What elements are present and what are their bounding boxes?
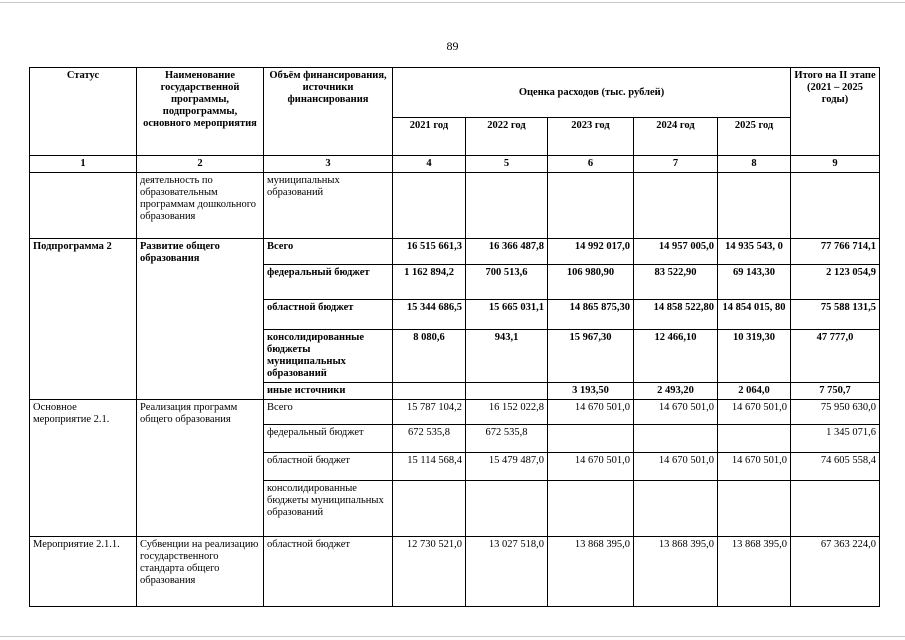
column-number: 7 <box>634 156 718 173</box>
value-cell: 15 479 487,0 <box>466 453 548 481</box>
total-cell: 2 123 054,9 <box>791 265 880 300</box>
status-cell: Мероприятие 2.1.1. <box>30 537 137 607</box>
name-cell: Развитие общего образования <box>137 239 264 400</box>
column-number: 5 <box>466 156 548 173</box>
value-cell: 16 515 661,3 <box>393 239 466 265</box>
column-number: 6 <box>548 156 634 173</box>
total-cell: 67 363 224,0 <box>791 537 880 607</box>
value-cell: 15 787 104,2 <box>393 400 466 425</box>
header-estimate: Оценка расходов (тыс. рублей) <box>393 68 791 118</box>
source-cell: областной бюджет <box>264 537 393 607</box>
total-cell: 77 766 714,1 <box>791 239 880 265</box>
column-number: 8 <box>718 156 791 173</box>
header-status: Статус <box>30 68 137 156</box>
value-cell: 14 992 017,0 <box>548 239 634 265</box>
header-year: 2023 год <box>548 118 634 156</box>
budget-table <box>29 67 880 607</box>
value-cell: 700 513,6 <box>466 265 548 300</box>
header-year: 2024 год <box>634 118 718 156</box>
value-cell: 69 143,30 <box>718 265 791 300</box>
status-cell: Основное мероприятие 2.1. <box>30 400 137 537</box>
total-cell: 74 605 558,4 <box>791 453 880 481</box>
source-cell: Всего <box>264 400 393 425</box>
header-name: Наименование государственной программы, подпрограммы, основного мероприятия <box>137 68 264 156</box>
value-cell: 12 730 521,0 <box>393 537 466 607</box>
source-cell: иные источники <box>264 383 393 400</box>
value-cell <box>718 481 791 537</box>
total-cell <box>791 481 880 537</box>
value-cell: 14 670 501,0 <box>634 400 718 425</box>
value-cell: 14 935 543, 0 <box>718 239 791 265</box>
total-cell: 7 750,7 <box>791 383 880 400</box>
value-cell <box>393 173 466 239</box>
value-cell: 672 535,8 <box>393 425 466 453</box>
value-cell: 14 865 875,30 <box>548 300 634 330</box>
value-cell <box>634 425 718 453</box>
total-cell: 47 777,0 <box>791 330 880 383</box>
value-cell <box>718 173 791 239</box>
source-cell: федеральный бюджет <box>264 265 393 300</box>
value-cell: 15 114 568,4 <box>393 453 466 481</box>
value-cell: 16 366 487,8 <box>466 239 548 265</box>
value-cell: 2 493,20 <box>634 383 718 400</box>
value-cell: 15 967,30 <box>548 330 634 383</box>
name-cell: деятельность по образовательным программам дошкольного образования <box>137 173 264 239</box>
value-cell: 14 670 501,0 <box>548 400 634 425</box>
status-cell <box>30 173 137 239</box>
value-cell: 12 466,10 <box>634 330 718 383</box>
source-cell: муниципальных образований <box>264 173 393 239</box>
bottom-edge-line <box>0 636 905 637</box>
header-year: 2021 год <box>393 118 466 156</box>
value-cell: 106 980,90 <box>548 265 634 300</box>
column-number: 9 <box>791 156 880 173</box>
value-cell: 13 027 518,0 <box>466 537 548 607</box>
value-cell <box>393 481 466 537</box>
value-cell: 15 665 031,1 <box>466 300 548 330</box>
header-volume: Объём финансирования, источники финансирования <box>264 68 393 156</box>
value-cell: 14 957 005,0 <box>634 239 718 265</box>
header-total: Итого на II этапе (2021 – 2025 годы) <box>791 68 880 156</box>
value-cell: 13 868 395,0 <box>718 537 791 607</box>
source-cell: консолидированные бюджеты муниципальных образований <box>264 330 393 383</box>
value-cell <box>466 383 548 400</box>
value-cell: 14 858 522,80 <box>634 300 718 330</box>
value-cell: 1 162 894,2 <box>393 265 466 300</box>
value-cell: 83 522,90 <box>634 265 718 300</box>
value-cell: 943,1 <box>466 330 548 383</box>
total-cell: 75 950 630,0 <box>791 400 880 425</box>
value-cell: 14 670 501,0 <box>718 453 791 481</box>
value-cell: 14 670 501,0 <box>634 453 718 481</box>
source-cell: областной бюджет <box>264 300 393 330</box>
value-cell <box>393 383 466 400</box>
column-number: 2 <box>137 156 264 173</box>
name-cell: Реализация программ общего образования <box>137 400 264 537</box>
page-number: 89 <box>446 39 459 53</box>
value-cell: 8 080,6 <box>393 330 466 383</box>
value-cell <box>466 173 548 239</box>
value-cell: 14 670 501,0 <box>548 453 634 481</box>
value-cell <box>718 425 791 453</box>
value-cell <box>791 173 880 239</box>
top-edge-line <box>0 2 905 3</box>
value-cell <box>634 173 718 239</box>
header-year: 2022 год <box>466 118 548 156</box>
value-cell <box>548 173 634 239</box>
value-cell: 13 868 395,0 <box>634 537 718 607</box>
source-cell: областной бюджет <box>264 453 393 481</box>
source-cell: консолидированные бюджеты муниципальных образований <box>264 481 393 537</box>
value-cell <box>548 481 634 537</box>
source-cell: Всего <box>264 239 393 265</box>
value-cell: 14 670 501,0 <box>718 400 791 425</box>
value-cell: 14 854 015, 80 <box>718 300 791 330</box>
value-cell: 15 344 686,5 <box>393 300 466 330</box>
column-number: 3 <box>264 156 393 173</box>
value-cell <box>466 481 548 537</box>
column-number: 1 <box>30 156 137 173</box>
source-cell: федеральный бюджет <box>264 425 393 453</box>
value-cell <box>634 481 718 537</box>
name-cell: Субвенции на реализацию государственного стандарта общего образования <box>137 537 264 607</box>
value-cell: 13 868 395,0 <box>548 537 634 607</box>
total-cell: 75 588 131,5 <box>791 300 880 330</box>
header-year: 2025 год <box>718 118 791 156</box>
value-cell: 3 193,50 <box>548 383 634 400</box>
total-cell: 1 345 071,6 <box>791 425 880 453</box>
value-cell: 2 064,0 <box>718 383 791 400</box>
column-number: 4 <box>393 156 466 173</box>
value-cell: 672 535,8 <box>466 425 548 453</box>
status-cell: Подпрограмма 2 <box>30 239 137 400</box>
value-cell: 10 319,30 <box>718 330 791 383</box>
value-cell <box>548 425 634 453</box>
value-cell: 16 152 022,8 <box>466 400 548 425</box>
